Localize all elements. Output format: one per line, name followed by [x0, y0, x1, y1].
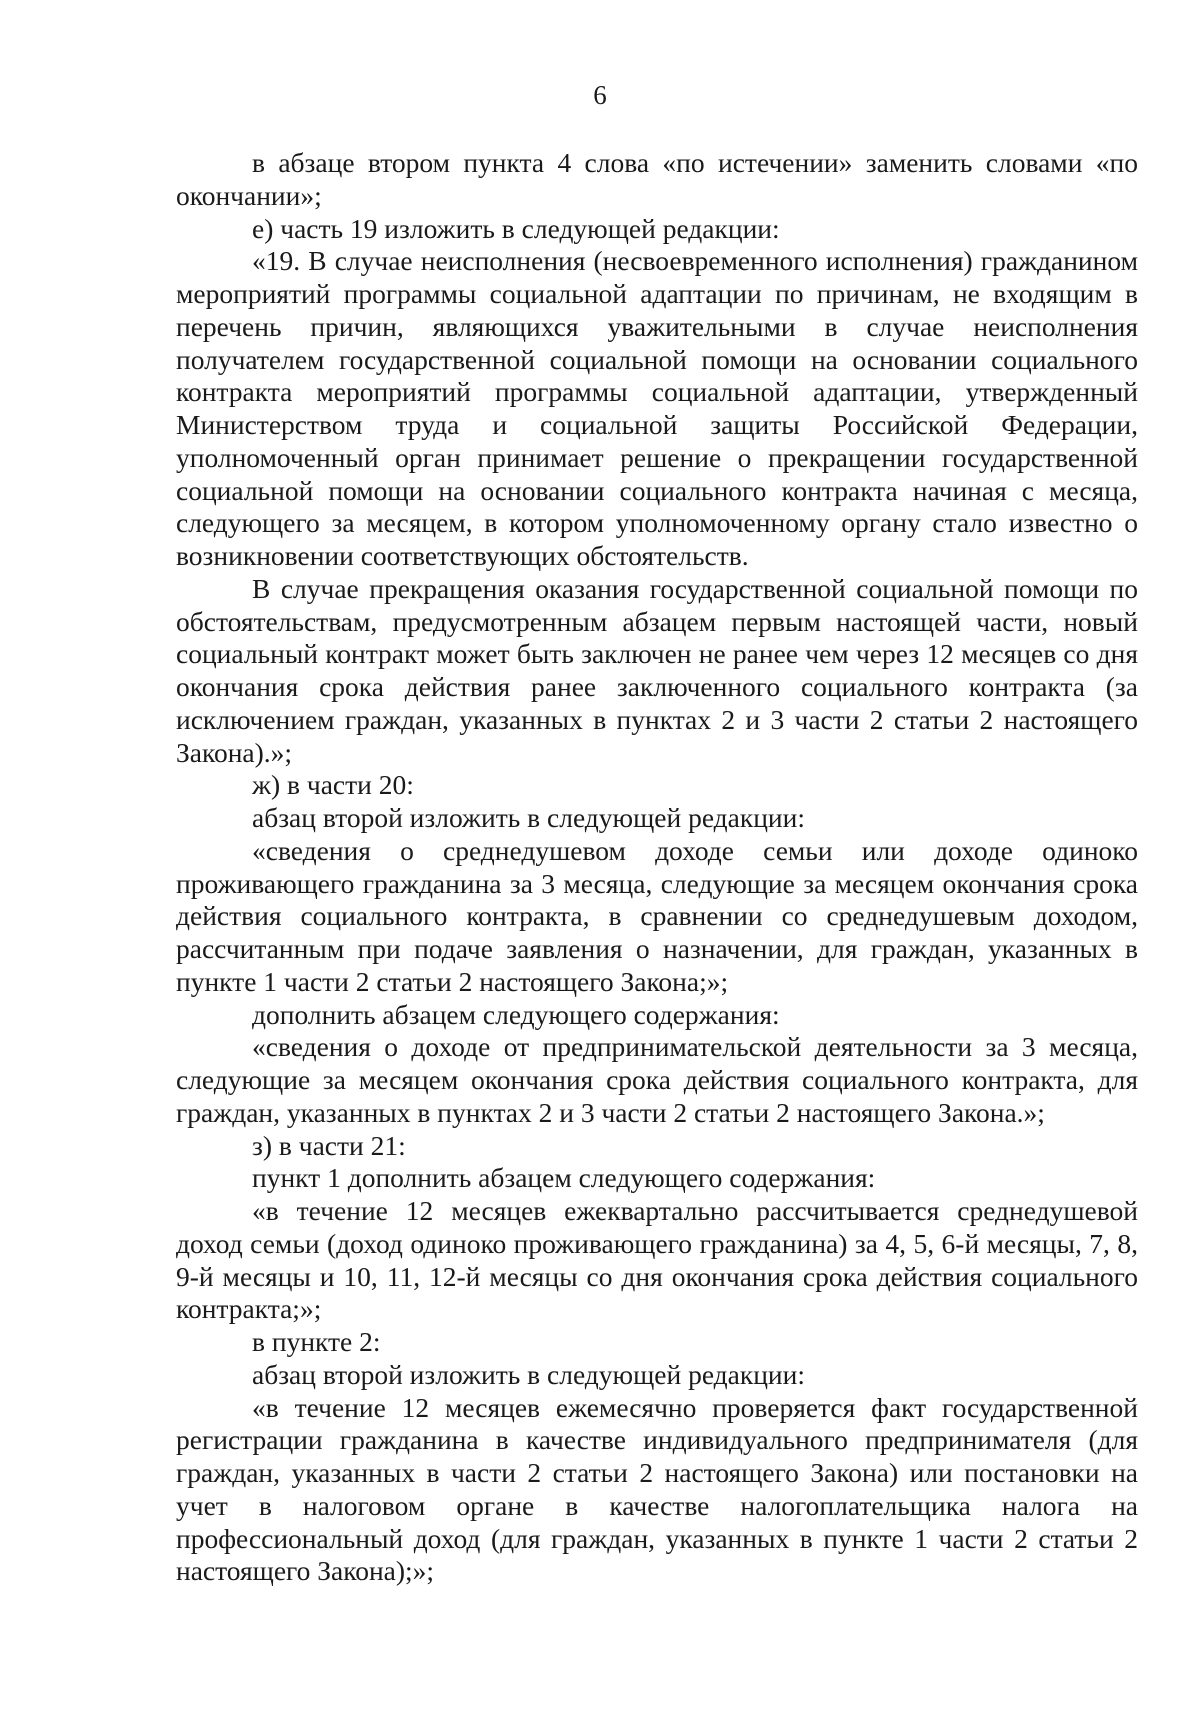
paragraph-second-abzac-21: абзац второй изложить в следующей редакции:: [252, 1358, 806, 1390]
paragraph-point-1-add: пункт 1 дополнить абзацем следующего содержания:: [252, 1162, 876, 1194]
paragraph-business-income-info: «сведения о доходе от предпринимательской деятельности за 3 месяца, следующие за месяцем окончания срока действия социального контракта, для граждан, указанных в пунктах 2 и 3 части 2 статьи 2 настоящего Закона.»;: [176, 1031, 1138, 1128]
paragraph-add-abzac-20: дополнить абзацем следующего содержания:: [252, 998, 780, 1030]
paragraph-item-z: з) в части 21:: [252, 1129, 406, 1161]
paragraph-point-2: в пункте 2:: [252, 1326, 381, 1357]
paragraph-quarterly-income: «в течение 12 месяцев ежеквартально рассчитывается среднедушевой доход семьи (доход одиноко проживающего гражданина) за 4, 5, 6-й месяцы, 7, 8, 9-й месяцы и 10, 11, 12-й месяцы со дня окончания срока действия социального контракта;»;: [176, 1195, 1138, 1325]
paragraph-item-zh: ж) в части 20:: [252, 769, 414, 801]
paragraph-monthly-registration-check: «в течение 12 месяцев ежемесячно проверяется факт государственной регистрации гражданина в качестве индивидуального предпринимателя (для граждан, указанных в части 2 статьи 2 настоящего Закона) или постановки на учет в налоговом органе в качестве налогоплательщика налога на профессиональный доход (для граждан, указанных в пункте 1 части 2 статьи 2 настоящего Закона);»;: [176, 1391, 1138, 1587]
paragraph-termination-case: В случае прекращения оказания государственной социальной помощи по обстоятельствам, предусмотренным абзацем первым настоящей части, новый социальный контракт может быть заключен не ранее чем через 12 месяцев со дня окончания срока действия ранее заключенного социального контракта (за исключением граждан, указанных в пунктах 2 и 3 части 2 статьи 2 настоящего Закона).»;: [176, 572, 1138, 768]
paragraph-amendment-item-4: в абзаце втором пункта 4 слова «по истечении» заменить словами «по окончании»;: [176, 147, 1138, 211]
paragraph-part-19: «19. В случае неисполнения (несвоевременного исполнения) гражданином мероприятий программы социальной адаптации по причинам, не входящим в перечень причин, являющихся уважительными в случае неисполнения получателем государственной социальной помощи на основании социального контракта мероприятий программы социальной адаптации, утвержденный Министерством труда и социальной защиты Российской Федерации, уполномоченный орган принимает решение о прекращении государственной социальной помощи на основании социального контракта начиная с месяца, следующего за месяцем, в котором уполномоченному органу стало известно о возникновении соответствующих обстоятельств.: [176, 245, 1138, 571]
paragraph-second-abzac-20: абзац второй изложить в следующей редакции:: [252, 802, 806, 833]
document-body: [176, 147, 1138, 1588]
page-number: 6: [593, 80, 607, 110]
paragraph-item-e: е) часть 19 изложить в следующей редакции:: [252, 212, 780, 244]
paragraph-income-info: «сведения о среднедушевом доходе семьи или доходе одиноко проживающего гражданина за 3 месяца, следующие за месяцем окончания срока действия социального контракта, в сравнении со среднедушевым доходом, рассчитанным при подаче заявления о назначении, для граждан, указанных в пункте 1 части 2 статьи 2 настоящего Закона;»;: [176, 834, 1138, 997]
